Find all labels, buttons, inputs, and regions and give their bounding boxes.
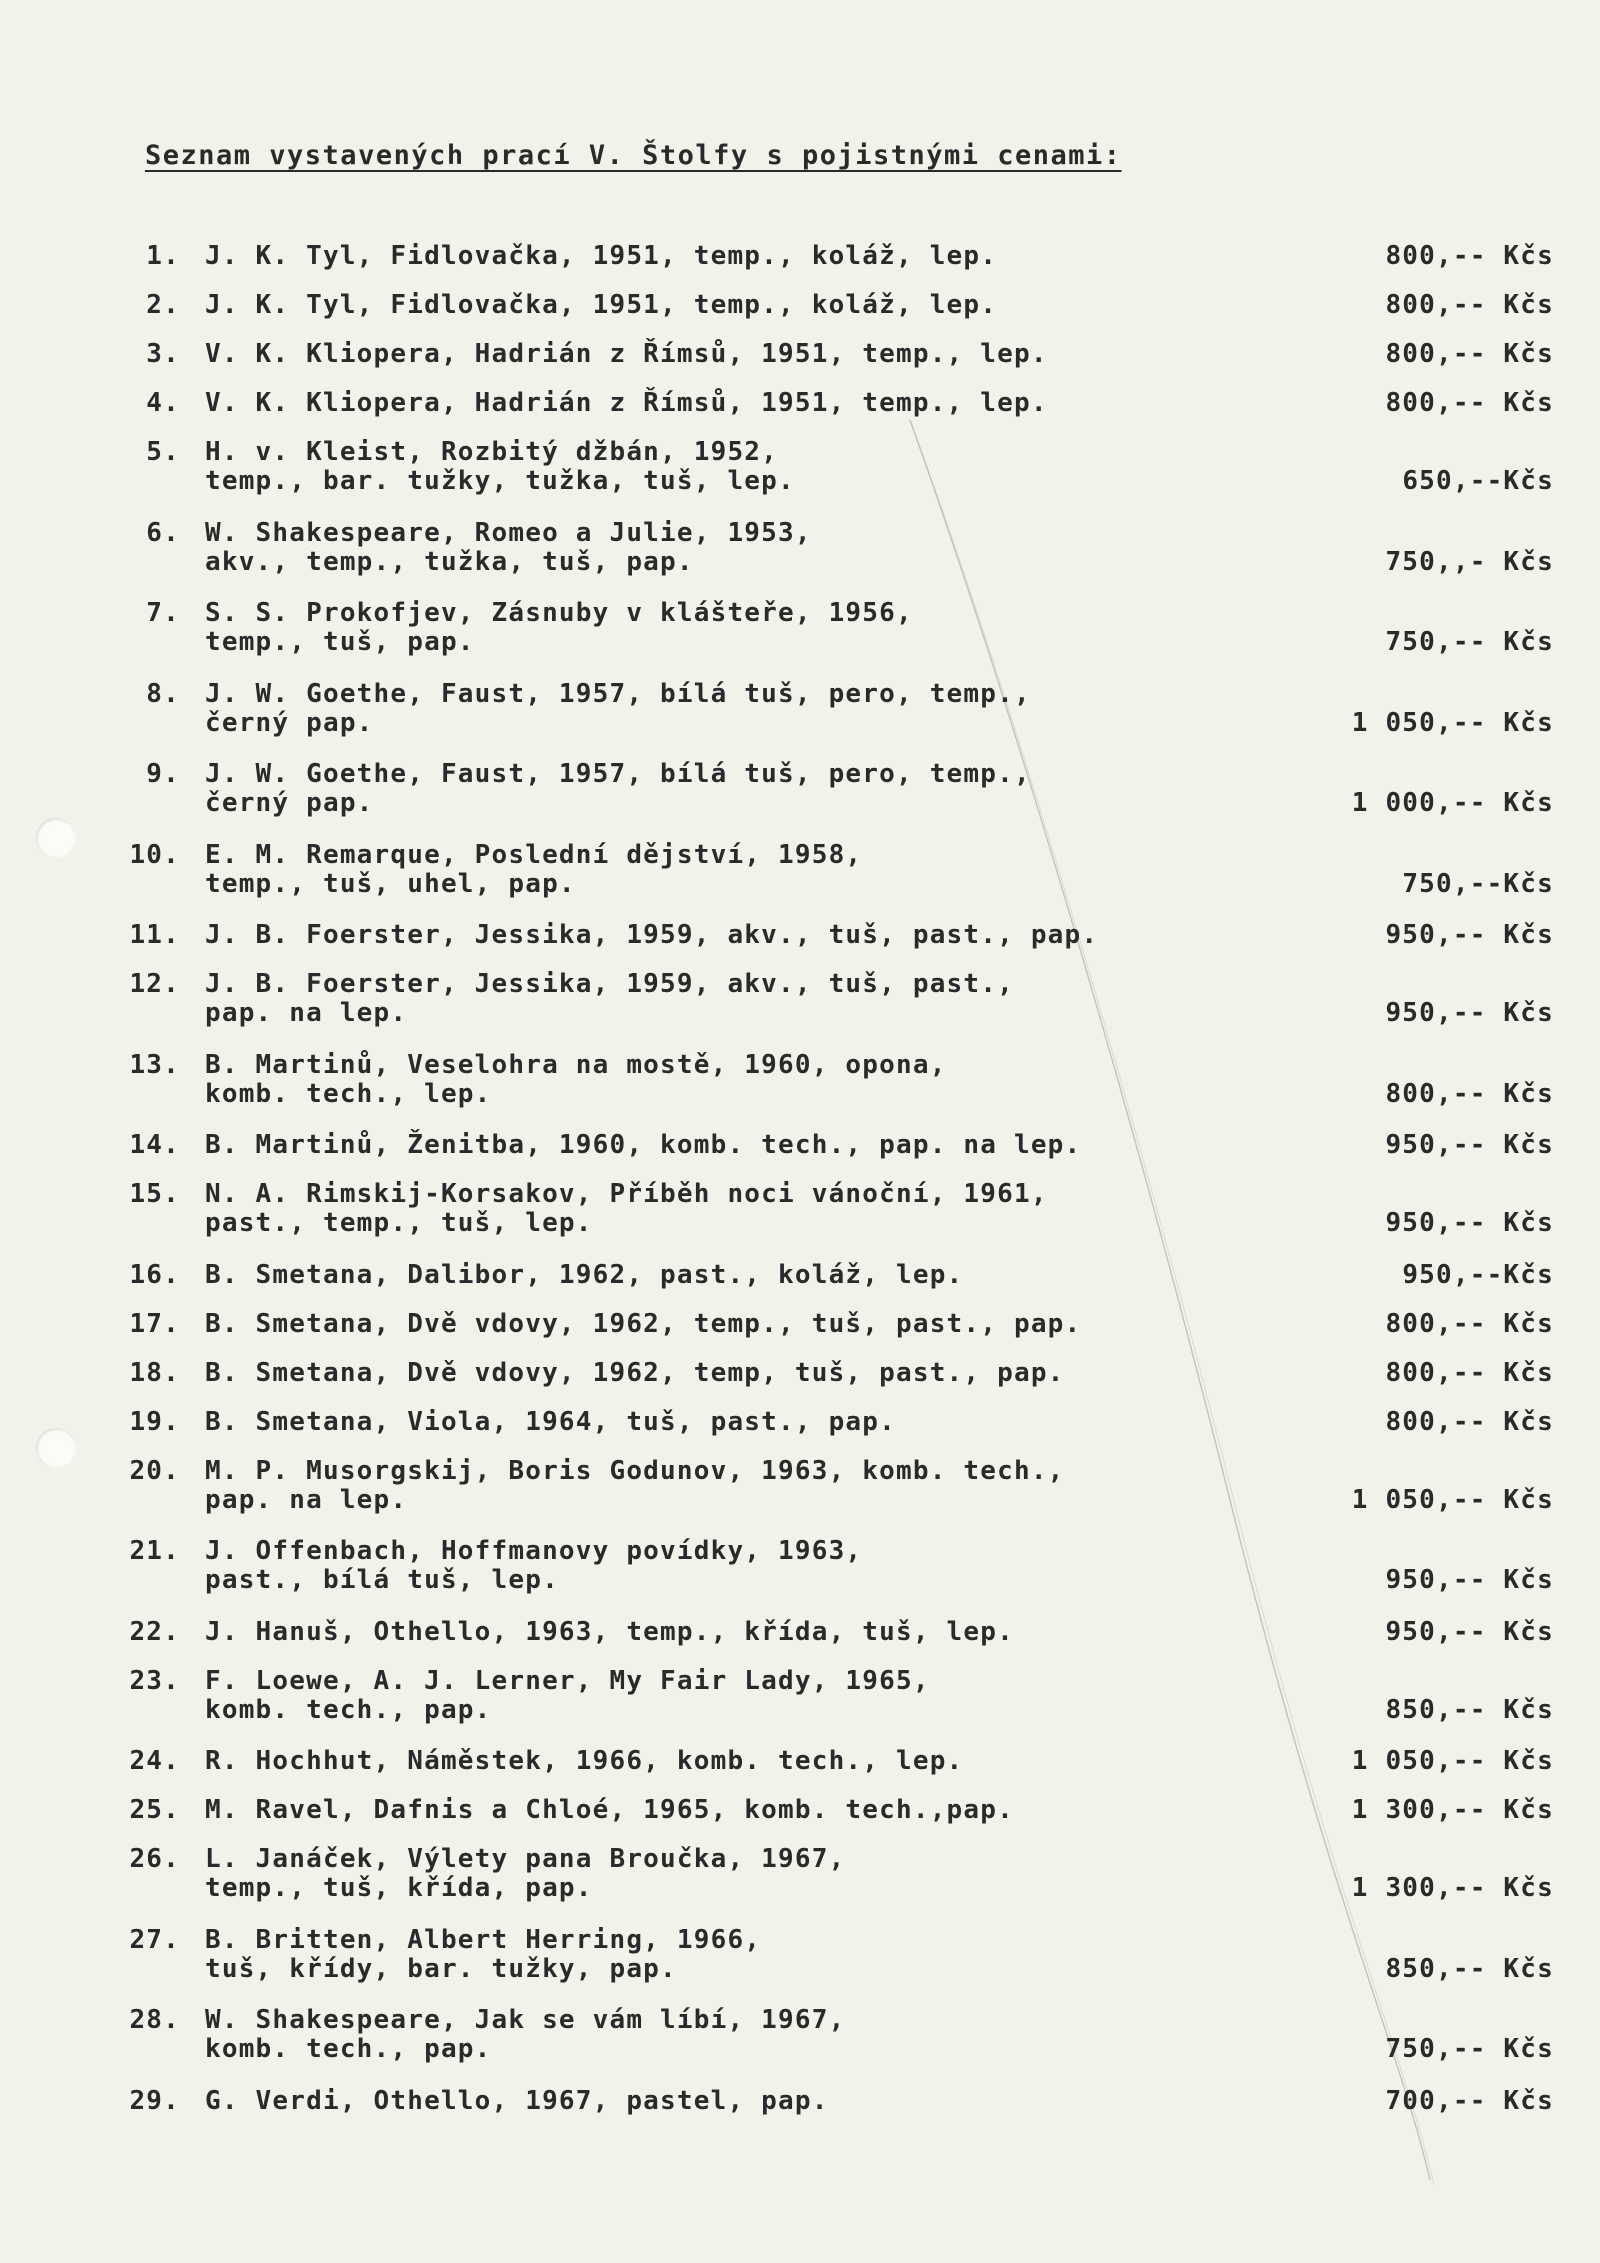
item-description-continued: tuš, křídy, bar. tužky, pap. <box>205 1953 677 1984</box>
item-description-continued: komb. tech., lep. <box>205 1078 492 1109</box>
item-number: 3. <box>146 339 180 369</box>
item-number: 21. <box>129 1536 180 1566</box>
item-number: 4. <box>146 388 180 418</box>
item-description-continued: past., bílá tuš, lep. <box>205 1565 559 1595</box>
item-number: 19. <box>129 1406 180 1437</box>
item-description: S. S. Prokofjev, Zásnuby v klášteře, 1956, <box>205 598 913 628</box>
item-description: J. Hanuš, Othello, 1963, temp., křída, tuš, lep. <box>205 1616 1014 1647</box>
item-price: 750,,- Kčs <box>1385 546 1554 577</box>
item-number: 16. <box>129 1259 180 1290</box>
item-price: 800,-- Kčs <box>1385 1078 1554 1109</box>
item-price: 1 050,-- Kčs <box>1351 707 1554 738</box>
item-price: 800,-- Kčs <box>1385 241 1554 271</box>
item-description: J. W. Goethe, Faust, 1957, bílá tuš, pero, temp., <box>205 759 1031 789</box>
item-price: 750,--Kčs <box>1402 868 1554 899</box>
item-number: 28. <box>129 2005 180 2035</box>
item-price: 800,-- Kčs <box>1385 1406 1554 1437</box>
item-price: 1 300,-- Kčs <box>1351 1795 1554 1825</box>
item-price: 800,-- Kčs <box>1385 290 1554 320</box>
item-description-continued: akv., temp., tužka, tuš, pap. <box>205 546 694 577</box>
item-price: 800,-- Kčs <box>1385 388 1554 418</box>
item-description-continued: temp., tuš, uhel, pap. <box>205 868 576 899</box>
item-price: 950,-- Kčs <box>1385 998 1554 1028</box>
item-number: 7. <box>146 598 180 628</box>
item-price: 850,-- Kčs <box>1385 1953 1554 1984</box>
item-number: 5. <box>146 437 180 467</box>
item-description: L. Janáček, Výlety pana Broučka, 1967, <box>205 1844 846 1874</box>
item-description-continued: temp., tuš, pap. <box>205 627 475 657</box>
item-price: 700,-- Kčs <box>1385 2085 1554 2116</box>
item-description: J. W. Goethe, Faust, 1957, bílá tuš, pero, temp., <box>205 678 1031 709</box>
item-price: 800,-- Kčs <box>1385 1308 1554 1339</box>
item-price: 1 300,-- Kčs <box>1351 1873 1554 1903</box>
item-description: N. A. Rimskij-Korsakov, Příběh noci vánoční, 1961, <box>205 1179 1048 1209</box>
item-description: J. Offenbach, Hoffmanovy povídky, 1963, <box>205 1536 863 1566</box>
item-description: V. K. Kliopera, Hadrián z Římsů, 1951, temp., lep. <box>205 339 1048 369</box>
item-number: 14. <box>129 1130 180 1160</box>
item-price: 750,-- Kčs <box>1385 2034 1554 2064</box>
item-description: B. Martinů, Ženitba, 1960, komb. tech., pap. na lep. <box>205 1130 1082 1160</box>
item-description: B. Smetana, Dvě vdovy, 1962, temp, tuš, past., pap. <box>205 1357 1065 1388</box>
item-price: 650,--Kčs <box>1402 466 1554 496</box>
item-price: 950,-- Kčs <box>1385 1208 1554 1238</box>
item-number: 29. <box>129 2085 180 2116</box>
item-number: 24. <box>129 1746 180 1776</box>
item-price: 850,-- Kčs <box>1385 1694 1554 1725</box>
item-price: 950,-- Kčs <box>1385 920 1554 950</box>
item-description-continued: pap. na lep. <box>205 1484 408 1515</box>
item-number: 9. <box>146 759 180 789</box>
item-description: W. Shakespeare, Jak se vám líbí, 1967, <box>205 2005 846 2035</box>
item-description: V. K. Kliopera, Hadrián z Římsů, 1951, temp., lep. <box>205 388 1048 418</box>
item-number: 12. <box>129 969 180 999</box>
item-number: 23. <box>129 1665 180 1696</box>
item-number: 13. <box>129 1049 180 1080</box>
page-title: Seznam vystavených prací V. Štolfy s pojistnými cenami: <box>145 140 1122 171</box>
item-price: 1 050,-- Kčs <box>1351 1746 1554 1776</box>
item-price: 950,--Kčs <box>1402 1259 1554 1290</box>
item-number: 11. <box>129 920 180 950</box>
item-description: J. K. Tyl, Fidlovačka, 1951, temp., koláž, lep. <box>205 290 998 320</box>
item-price: 800,-- Kčs <box>1385 1357 1554 1388</box>
item-number: 1. <box>146 241 180 271</box>
item-description: B. Martinů, Veselohra na mostě, 1960, opona, <box>205 1049 947 1080</box>
item-number: 15. <box>129 1179 180 1209</box>
item-description-continued: temp., bar. tužky, tužka, tuš, lep. <box>205 466 795 496</box>
item-description: W. Shakespeare, Romeo a Julie, 1953, <box>205 517 812 548</box>
item-number: 10. <box>129 839 180 870</box>
item-description-continued: černý pap. <box>205 788 374 818</box>
item-price: 950,-- Kčs <box>1385 1130 1554 1160</box>
item-number: 20. <box>129 1455 180 1486</box>
item-number: 26. <box>129 1844 180 1874</box>
item-number: 18. <box>129 1357 180 1388</box>
item-description-continued: černý pap. <box>205 707 374 738</box>
item-description-continued: pap. na lep. <box>205 998 408 1028</box>
item-description-continued: komb. tech., pap. <box>205 2034 492 2064</box>
item-description: B. Smetana, Dvě vdovy, 1962, temp., tuš, past., pap. <box>205 1308 1082 1339</box>
item-number: 8. <box>146 678 180 709</box>
item-price: 950,-- Kčs <box>1385 1565 1554 1595</box>
item-description-continued: komb. tech., pap. <box>205 1694 492 1725</box>
item-price: 1 050,-- Kčs <box>1351 1484 1554 1515</box>
item-description: B. Smetana, Dalibor, 1962, past., koláž, lep. <box>205 1259 964 1290</box>
item-description: H. v. Kleist, Rozbitý džbán, 1952, <box>205 437 779 467</box>
item-price: 800,-- Kčs <box>1385 339 1554 369</box>
item-number: 17. <box>129 1308 180 1339</box>
item-description: J. B. Foerster, Jessika, 1959, akv., tuš, past., <box>205 969 1014 999</box>
item-description: M. P. Musorgskij, Boris Godunov, 1963, komb. tech., <box>205 1455 1065 1486</box>
item-description-continued: temp., tuš, křída, pap. <box>205 1873 593 1903</box>
item-price: 750,-- Kčs <box>1385 627 1554 657</box>
item-number: 2. <box>146 290 180 320</box>
item-number: 25. <box>129 1795 180 1825</box>
item-description: J. K. Tyl, Fidlovačka, 1951, temp., koláž, lep. <box>205 241 998 271</box>
item-description: J. B. Foerster, Jessika, 1959, akv., tuš, past., pap. <box>205 920 1099 950</box>
item-description: E. M. Remarque, Poslední dějství, 1958, <box>205 839 863 870</box>
item-price: 1 000,-- Kčs <box>1351 788 1554 818</box>
item-description: M. Ravel, Dafnis a Chloé, 1965, komb. tech.,pap. <box>205 1795 1014 1825</box>
item-description: B. Smetana, Viola, 1964, tuš, past., pap. <box>205 1406 896 1437</box>
item-description: B. Britten, Albert Herring, 1966, <box>205 1924 762 1955</box>
item-description: G. Verdi, Othello, 1967, pastel, pap. <box>205 2085 829 2116</box>
item-number: 27. <box>129 1924 180 1955</box>
item-description: R. Hochhut, Náměstek, 1966, komb. tech., lep. <box>205 1746 964 1776</box>
item-price: 950,-- Kčs <box>1385 1616 1554 1647</box>
item-number: 6. <box>146 517 180 548</box>
item-number: 22. <box>129 1616 180 1647</box>
item-description: F. Loewe, A. J. Lerner, My Fair Lady, 1965, <box>205 1665 930 1696</box>
item-description-continued: past., temp., tuš, lep. <box>205 1208 593 1238</box>
